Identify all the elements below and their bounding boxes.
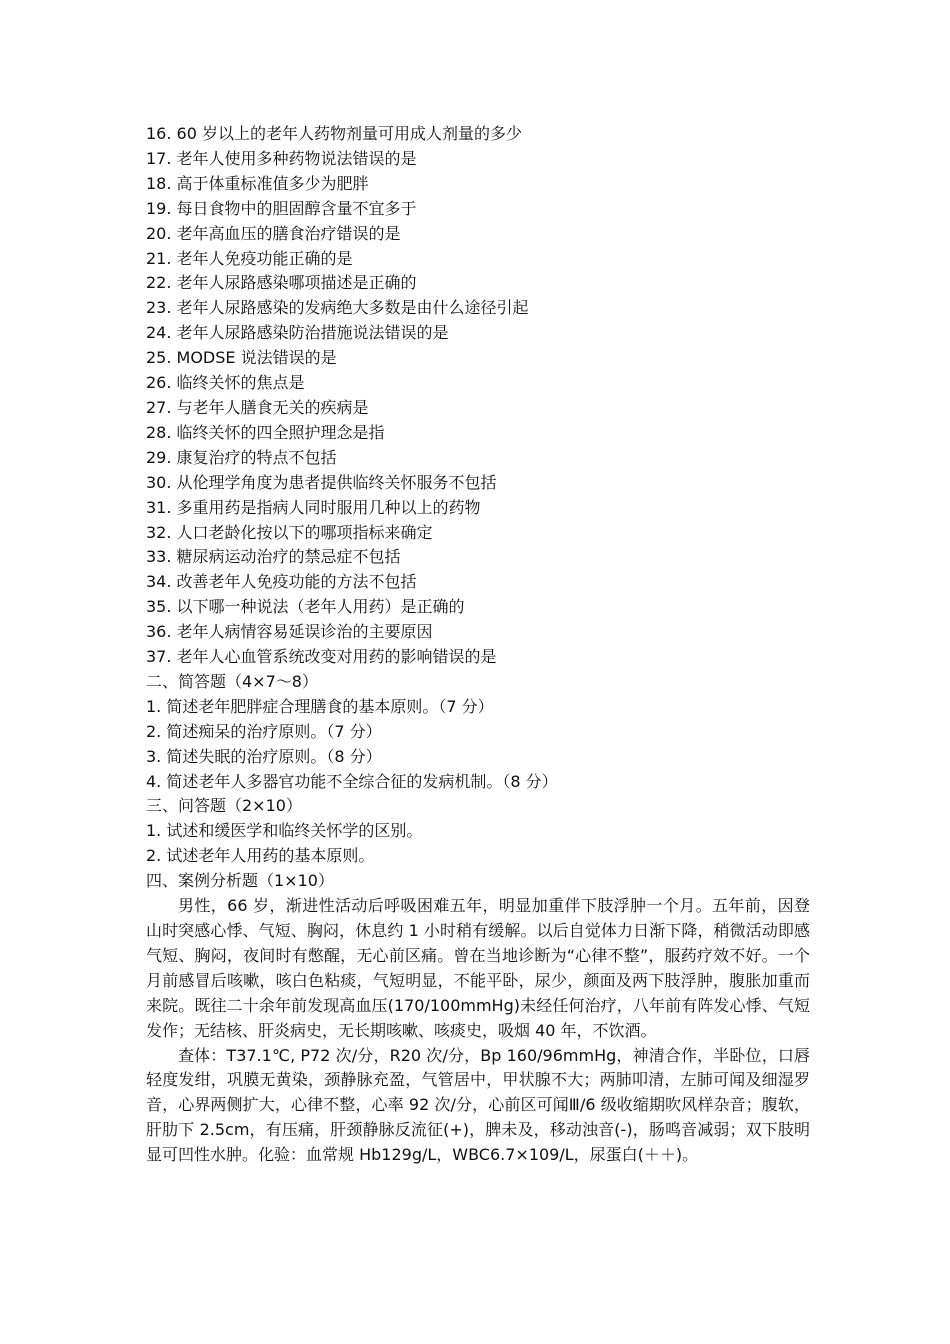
- question-item: 19. 每日食物中的胆固醇含量不宜多于: [146, 198, 417, 218]
- question-item: 36. 老年人病情容易延误诊治的主要原因: [146, 622, 433, 642]
- case-exam-paragraph: 查体：T37.1℃, P72 次/分，R20 次/分，Bp 160/96mmHg，神清合作，半卧位，口唇轻度发绀，巩膜无黄染，颈静脉充盈，气管居中，甲状腺不大；两肺叩清，左肺可闻及细湿罗音，心界两侧扩大，心律不整，心率 92 次/分，心前区可闻Ⅲ/6 级收缩期吹风样杂音；腹软，肝肋下 2.5cm，有压痛，肝颈静脉反流征(+)，脾未及，移动浊音(-)，肠鸣音减弱；双下肢明显可凹性水肿。化验：血常规 Hb129g/L，WBC6.7×109/L，尿蛋白(＋＋)。: [146, 1045, 810, 1165]
- question-item: 21. 老年人免疫功能正确的是: [146, 248, 353, 268]
- case-analysis-section: [146, 869, 810, 1168]
- question-item: 37. 老年人心血管系统改变对用药的影响错误的是: [146, 647, 497, 667]
- essay-section: [146, 794, 810, 869]
- case-history-paragraph: 男性，66 岁，渐进性活动后呼吸困难五年，明显加重伴下肢浮肿一个月。五年前，因登山时突感心悸、气短、胸闷，休息约 1 小时稍有缓解。以后自觉体力日渐下降，稍微活动即感气短、胸闷，夜间时有憋醒，无心前区痛。曾在当地诊断为“心律不整”，服药疗效不好。一个月前感冒后咳嗽，咳白色粘痰，气短明显，不能平卧，尿少，颜面及两下肢浮肿，腹胀加重而来院。既往二十余年前发现高血压(170/100mmHg)未经任何治疗，八年前有阵发心悸、气短发作；无结核、肝炎病史，无长期咳嗽、咳痰史，吸烟 40 年，不饮酒。: [146, 896, 810, 1040]
- question-item: 33. 糖尿病运动治疗的禁忌症不包括: [146, 547, 401, 567]
- question-item: 20. 老年高血压的膳食治疗错误的是: [146, 223, 401, 243]
- short-answer-section: [146, 670, 810, 795]
- short-answer-item: 3. 简述失眠的治疗原则。（8 分）: [146, 746, 382, 766]
- document-body: [146, 122, 810, 1168]
- short-answer-item: 2. 简述痴呆的治疗原则。（7 分）: [146, 721, 382, 741]
- section-heading: 二、简答题（4×7～8）: [146, 671, 318, 691]
- question-item: 31. 多重用药是指病人同时服用几种以上的药物: [146, 497, 481, 517]
- question-item: 35. 以下哪一种说法（老年人用药）是正确的: [146, 597, 465, 617]
- question-item: 23. 老年人尿路感染的发病绝大多数是由什么途径引起: [146, 298, 529, 318]
- question-item: 30. 从伦理学角度为患者提供临终关怀服务不包括: [146, 472, 497, 492]
- question-item: 25. MODSE 说法错误的是: [146, 348, 337, 368]
- question-list: [146, 122, 810, 670]
- question-item: 28. 临终关怀的四全照护理念是指: [146, 422, 385, 442]
- question-item: 34. 改善老年人免疫功能的方法不包括: [146, 572, 417, 592]
- short-answer-item: 1. 简述老年肥胖症合理膳食的基本原则。（7 分）: [146, 696, 494, 716]
- question-item: 32. 人口老龄化按以下的哪项指标来确定: [146, 522, 433, 542]
- essay-item: 2. 试述老年人用药的基本原则。: [146, 846, 375, 866]
- section-heading: 四、案例分析题（1×10）: [146, 871, 334, 891]
- essay-item: 1. 试述和缓医学和临终关怀学的区别。: [146, 821, 423, 841]
- question-item: 17. 老年人使用多种药物说法错误的是: [146, 148, 417, 168]
- section-heading: 三、问答题（2×10）: [146, 796, 302, 816]
- question-item: 24. 老年人尿路感染防治措施说法错误的是: [146, 323, 449, 343]
- question-item: 22. 老年人尿路感染哪项描述是正确的: [146, 273, 417, 293]
- question-item: 18. 高于体重标准值多少为肥胖: [146, 173, 369, 193]
- question-item: 26. 临终关怀的焦点是: [146, 373, 305, 393]
- question-item: 29. 康复治疗的特点不包括: [146, 447, 337, 467]
- question-item: 27. 与老年人膳食无关的疾病是: [146, 397, 369, 417]
- question-item: 16. 60 岁以上的老年人药物剂量可用成人剂量的多少: [146, 124, 522, 143]
- short-answer-item: 4. 简述老年人多器官功能不全综合征的发病机制。（8 分）: [146, 771, 558, 791]
